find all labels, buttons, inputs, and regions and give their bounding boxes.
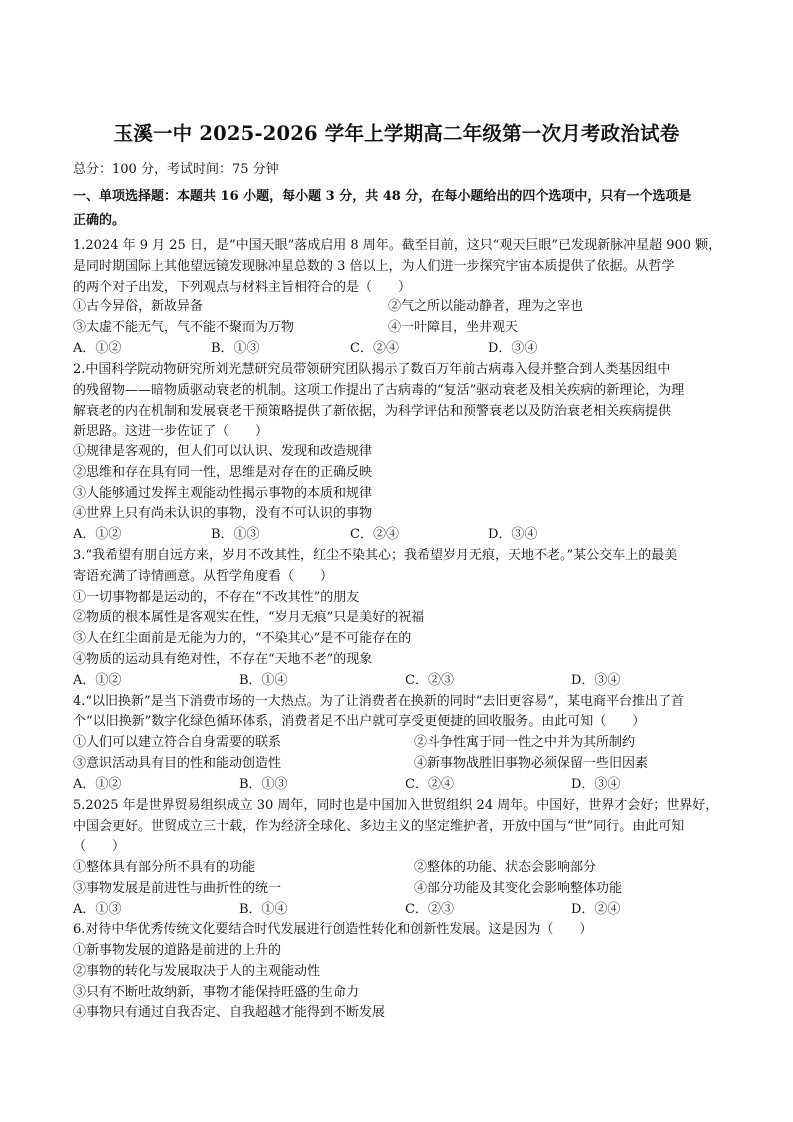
question-2-stem-line2: 的残留物——暗物质驱动衰老的机制。这项工作提出了古病毒的“复活”驱动衰老及相关疾病的新理论，为理 [73, 383, 685, 398]
question-3-stem-line2: 寄语充满了诗情画意。从哲学角度看（ ） [73, 569, 334, 584]
option-b[interactable]: B．①④ [239, 902, 288, 917]
question-3-stem-line1: 3.“我希望有朋自远方来，岁月不改其性，红尘不染其心；我希望岁月无痕，天地不老。”某公交车上的最美 [73, 548, 678, 563]
option-c[interactable]: C．②③ [405, 902, 454, 917]
option-a[interactable]: A．①③ [73, 902, 122, 917]
question-5-stem-line3: （ ） [73, 839, 126, 854]
question-1-stem-line3: 的两个对子出发，下列观点与材料主旨相符合的是（ ） [73, 280, 412, 295]
question-5-stem-line2: 中国会更好。世贸成立三十载，作为经济全球化、多边主义的坚定维护者，开放中国与“世”同行。由此可知 [73, 819, 685, 834]
question-5-statement-2: ②整体的功能、状态会影响部分 [414, 860, 597, 875]
question-5-statement-3: ③事物发展是前进性与曲折性的统一 [73, 881, 282, 896]
option-b[interactable]: B．①③ [211, 341, 260, 356]
option-d[interactable]: D．③④ [571, 673, 621, 688]
question-6-statement-4: ④事物只有通过自我否定、自我超越才能得到不断发展 [73, 1005, 386, 1020]
option-d[interactable]: D．③④ [488, 341, 538, 356]
question-4-stem-line1: 4.“以旧换新”是当下消费市场的一大热点。为了让消费者在换新的同时“去旧更容易”，某电商平台推出了首 [73, 694, 684, 709]
question-2-stem-line3: 解衰老的内在机制和发展衰老干预策略提供了新依据，为科学评估和预警衰老以及防治衰老相关疾病提供 [73, 404, 672, 419]
question-3-statement-4: ④物质的运动具有绝对性，不存在“天地不老”的现象 [73, 652, 373, 667]
question-1-stem-line1: 1.2024 年 9 月 25 日，是“中国天眼”落成启用 8 周年。截至目前，这只“观天巨眼”已发现新脉冲星超 900 颗， [73, 238, 722, 253]
question-6-statement-3: ③只有不断吐故纳新，事物才能保持旺盛的生命力 [73, 985, 360, 1000]
question-2-stem-line4: 新思路。这进一步佐证了（ ） [73, 424, 269, 439]
option-c[interactable]: C．②④ [350, 341, 399, 356]
page-title: 玉溪一中 2025-2026 学年上学期高二年级第一次月考政治试卷 [113, 122, 680, 145]
question-1-statement-1: ①古今异俗，新故异备 [73, 299, 204, 314]
question-4-statement-3: ③意识活动具有目的性和能动创造性 [73, 756, 282, 771]
question-3-statement-3: ③人在红尘面前是无能为力的，“不染其心”是不可能存在的 [73, 631, 412, 646]
question-2-stem-line1: 2.中国科学院动物研究所刘光慧研究员带领研究团队揭示了数百万年前古病毒入侵并整合到人类基因组中 [73, 362, 671, 377]
question-4-stem-line2: 个“以旧换新”数字化绿色循环体系，消费者足不出户就可享受更便捷的回收服务。由此可知（ ） [73, 714, 646, 729]
question-5-statement-4: ④部分功能及其变化会影响整体功能 [414, 881, 623, 896]
question-4-statement-4: ④新事物战胜旧事物必须保留一些旧因素 [414, 756, 649, 771]
section-heading-line1: 一、单项选择题：本题共 16 小题，每小题 3 分，共 48 分，在每小题给出的四个选项中，只有一个选项是 [73, 189, 692, 204]
question-1-statement-4: ④一叶障目，坐井观天 [388, 320, 519, 335]
question-4-statement-1: ①人们可以建立符合自身需要的联系 [73, 735, 282, 750]
option-c[interactable]: C．②④ [405, 777, 454, 792]
option-b[interactable]: B．①④ [239, 673, 288, 688]
question-2-statement-1: ①规律是客观的，但人们可以认识、发现和改造规律 [73, 444, 373, 459]
question-2-statement-2: ②思维和存在具有同一性，思维是对存在的正确反映 [73, 465, 373, 480]
question-6-statement-1: ①新事物发展的道路是前进的上升的 [73, 943, 282, 958]
option-b[interactable]: B．①③ [239, 777, 288, 792]
question-1-stem-line2: 是同时期国际上其他望远镜发现脉冲星总数的 3 倍以上，为人们进一步探究宇宙本质提供了依据。从哲学 [73, 259, 675, 274]
question-6-stem-line1: 6.对待中华优秀传统文化要结合时代发展进行创造性转化和创新性发展。这是因为（ ） [73, 922, 593, 937]
question-2-statement-4: ④世界上只有尚未认识的事物，没有不可认识的事物 [73, 506, 373, 521]
option-a[interactable]: A．①② [73, 673, 122, 688]
question-1-statement-3: ③太虚不能无气，气不能不聚而为万物 [73, 320, 295, 335]
question-4-statement-2: ②斗争性寓于同一性之中并为其所制约 [414, 735, 636, 750]
option-b[interactable]: B．①③ [211, 527, 260, 542]
option-d[interactable]: D．③④ [571, 777, 621, 792]
option-c[interactable]: C．②④ [350, 527, 399, 542]
question-6-statement-2: ②事物的转化与发展取决于人的主观能动性 [73, 964, 321, 979]
question-1-statement-2: ②气之所以能动静者，理为之宰也 [388, 299, 584, 314]
question-5-stem-line1: 5.2025 年是世界贸易组织成立 30 周年，同时也是中国加入世贸组织 24 周年。中国好，世界才会好；世界好， [73, 798, 719, 813]
exam-meta: 总分：100 分，考试时间：75 分钟 [73, 162, 279, 177]
option-a[interactable]: A．①② [73, 777, 122, 792]
question-3-statement-2: ②物质的根本属性是客观实在性，“岁月无痕”只是美好的祝福 [73, 610, 425, 625]
option-c[interactable]: C．②③ [405, 673, 454, 688]
option-d[interactable]: D．③④ [488, 527, 538, 542]
question-5-statement-1: ①整体具有部分所不具有的功能 [73, 860, 256, 875]
option-a[interactable]: A．①② [73, 341, 122, 356]
section-heading-line2: 正确的。 [73, 213, 126, 228]
question-3-statement-1: ①一切事物都是运动的，不存在“不改其性”的朋友 [73, 590, 360, 605]
option-d[interactable]: D．②④ [571, 902, 621, 917]
option-a[interactable]: A．①② [73, 527, 122, 542]
question-2-statement-3: ③人能够通过发挥主观能动性揭示事物的本质和规律 [73, 486, 373, 501]
